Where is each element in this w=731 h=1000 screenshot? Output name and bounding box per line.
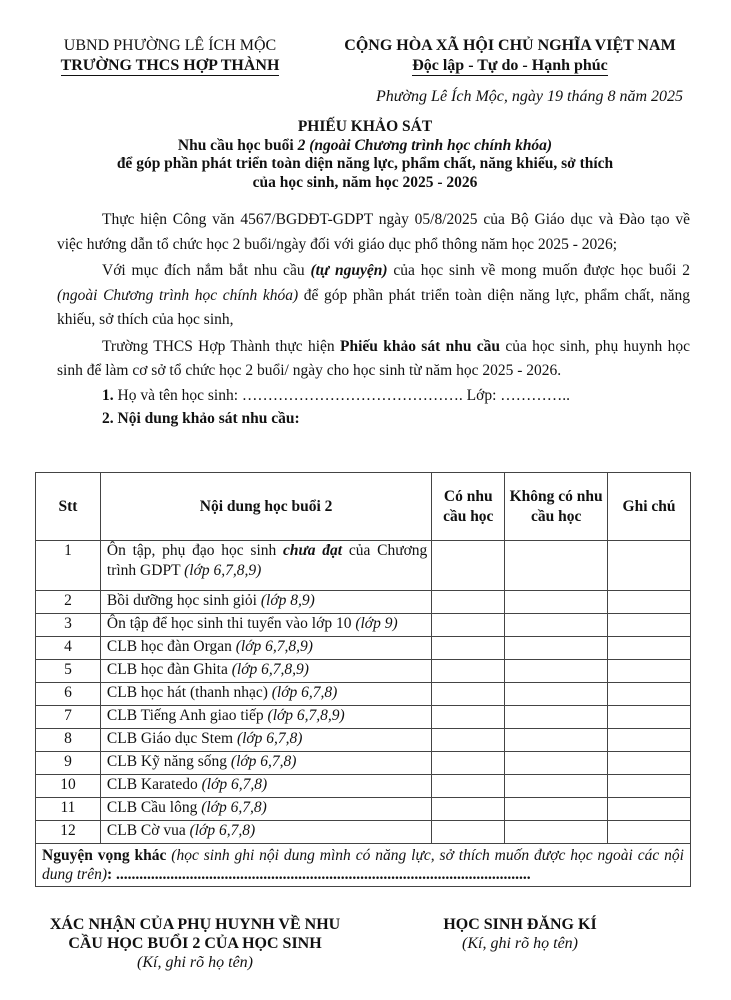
col-no-need: Không có nhu cầu học xyxy=(505,473,608,541)
parent-signature-block xyxy=(30,915,360,972)
notes-cell[interactable] xyxy=(608,706,691,729)
country-name: CỘNG HÒA XÃ HỘI CHỦ NGHĨA VIỆT NAM xyxy=(344,37,676,54)
title-line1-a: Nhu cầu học buổi xyxy=(177,136,298,154)
paragraph-3 xyxy=(57,335,690,384)
row-text: Ôn tập để học sinh thi tuyển vào lớp 10 xyxy=(106,615,356,632)
table-row xyxy=(36,591,691,614)
parent-sign-title: CẦU HỌC BUỔI 2 CỦA HỌC SINH xyxy=(68,935,322,952)
col-notes: Ghi chú xyxy=(608,473,691,541)
issuer-school: TRƯỜNG THCS HỢP THÀNH xyxy=(60,57,280,74)
col-need: Có nhu cầu học xyxy=(432,473,505,541)
row-text: CLB Kỹ năng sống xyxy=(106,753,231,770)
row-content xyxy=(100,729,431,752)
question-2: 2. Nội dung khảo sát nhu cầu: xyxy=(102,410,300,427)
title-line3: của học sinh, năm học 2025 - 2026 xyxy=(252,173,478,191)
row-grades: (lớp 6,7,8) xyxy=(189,822,256,839)
row-text: của Chương trình GDPT xyxy=(106,542,428,579)
row-stt: 1 xyxy=(36,541,101,591)
notes-cell[interactable] xyxy=(608,637,691,660)
row-text: CLB Cờ vua xyxy=(106,822,190,839)
row-grades: (lớp 6,7,8,9) xyxy=(267,707,345,724)
notes-cell[interactable] xyxy=(608,775,691,798)
row-content xyxy=(100,541,431,591)
notes-cell[interactable] xyxy=(608,729,691,752)
row-stt: 9 xyxy=(36,752,101,775)
row-content xyxy=(100,775,431,798)
need-cell[interactable] xyxy=(432,541,505,591)
row-grades: (lớp 9) xyxy=(355,615,398,632)
row-content xyxy=(100,752,431,775)
p2-text: của học sinh về mong muốn được học buổi 2 xyxy=(387,262,690,279)
table-row xyxy=(36,706,691,729)
document-date: Phường Lê Ích Mộc, ngày 19 tháng 8 năm 2025 xyxy=(376,88,683,105)
no-need-cell[interactable] xyxy=(505,752,608,775)
row-text: Ôn tập, phụ đạo học sinh xyxy=(106,542,283,559)
q1-number: 1. xyxy=(102,386,114,404)
national-header xyxy=(300,36,720,76)
row-grades: (lớp 6,7,8) xyxy=(201,776,268,793)
row-stt: 5 xyxy=(36,660,101,683)
row-stt: 12 xyxy=(36,821,101,844)
row-stt: 8 xyxy=(36,729,101,752)
no-need-cell[interactable] xyxy=(505,706,608,729)
student-sign-note: (Kí, ghi rõ họ tên) xyxy=(462,935,578,952)
document-title xyxy=(20,118,710,192)
paragraph-2 xyxy=(57,259,690,333)
no-need-cell[interactable] xyxy=(505,821,608,844)
row-text: CLB Karatedo xyxy=(106,776,202,793)
no-need-cell[interactable] xyxy=(505,614,608,637)
q1-text: Họ và tên học sinh: ……………………………………. Lớp: ………….. xyxy=(117,386,571,404)
parent-sign-title: XÁC NHẬN CỦA PHỤ HUYNH VỀ NHU xyxy=(49,916,341,933)
no-need-cell[interactable] xyxy=(505,637,608,660)
table-row xyxy=(36,637,691,660)
notes-cell[interactable] xyxy=(608,821,691,844)
p2-note: (ngoài Chương trình học chính khóa) xyxy=(57,286,299,304)
col-stt: Stt xyxy=(36,473,101,541)
other-blank: : ........................................................................................................... xyxy=(107,866,531,883)
row-text: CLB học hát (thanh nhạc) xyxy=(106,684,272,701)
row-grades: (lớp 6,7,8) xyxy=(236,730,303,747)
row-stt: 11 xyxy=(36,798,101,821)
table-row xyxy=(36,798,691,821)
notes-cell[interactable] xyxy=(608,752,691,775)
p2-voluntary: (tự nguyện) xyxy=(310,262,388,279)
row-stt: 6 xyxy=(36,683,101,706)
table-row xyxy=(36,821,691,844)
row-text: CLB học đàn Organ xyxy=(106,638,236,655)
no-need-cell[interactable] xyxy=(505,591,608,614)
row-grades: (lớp 6,7,8,9) xyxy=(235,638,313,655)
row-text: CLB học đàn Ghita xyxy=(106,661,232,678)
student-signature-block xyxy=(410,915,630,953)
notes-cell[interactable] xyxy=(608,541,691,591)
notes-cell[interactable] xyxy=(608,683,691,706)
row-content xyxy=(100,637,431,660)
row-emphasis: chưa đạt xyxy=(283,542,343,559)
p3-text: Trường THCS Hợp Thành thực hiện xyxy=(102,337,340,355)
question-1[interactable] xyxy=(57,384,690,409)
no-need-cell[interactable] xyxy=(505,775,608,798)
no-need-cell[interactable] xyxy=(505,660,608,683)
row-content xyxy=(100,660,431,683)
need-cell[interactable] xyxy=(432,683,505,706)
row-content xyxy=(100,706,431,729)
parent-sign-note: (Kí, ghi rõ họ tên) xyxy=(137,954,253,971)
other-note: (học sinh ghi nội dung mình có năng lực, sở thích muốn được học ngoài các nội dung trên) xyxy=(42,847,684,883)
row-text: Bồi dưỡng học sinh giỏi xyxy=(106,592,261,609)
row-text: CLB Cầu lông xyxy=(106,799,202,816)
row-content xyxy=(100,614,431,637)
need-cell[interactable] xyxy=(432,821,505,844)
no-need-cell[interactable] xyxy=(505,683,608,706)
other-wishes-row xyxy=(36,844,691,887)
row-grades: (lớp 8,9) xyxy=(260,592,315,609)
row-grades: (lớp 6,7,8) xyxy=(271,684,338,701)
need-cell[interactable] xyxy=(432,706,505,729)
row-grades: (lớp 6,7,8) xyxy=(201,799,267,816)
need-cell[interactable] xyxy=(432,591,505,614)
need-cell[interactable] xyxy=(432,729,505,752)
row-stt: 3 xyxy=(36,614,101,637)
survey-table xyxy=(35,472,691,887)
notes-cell[interactable] xyxy=(608,591,691,614)
col-content: Nội dung học buổi 2 xyxy=(100,473,431,541)
row-content xyxy=(100,821,431,844)
issuer-org: UBND PHƯỜNG LÊ ÍCH MỘC xyxy=(63,37,277,54)
need-cell[interactable] xyxy=(432,614,505,637)
body-text xyxy=(57,208,690,430)
motto: Độc lập - Tự do - Hạnh phúc xyxy=(412,57,608,74)
student-sign-title: HỌC SINH ĐĂNG KÍ xyxy=(443,916,597,933)
p2-text: để góp phần phát triển toàn diện năng lực, phẩm chất, năng khiếu, sở thích của học sinh, xyxy=(57,286,690,328)
p3-text: của học sinh, phụ huynh học sinh để làm cơ sở tổ chức học 2 buổi/ ngày cho học sinh từ năm học 2025 - 2026. xyxy=(57,337,690,379)
row-stt: 2 xyxy=(36,591,101,614)
title-line2: để góp phần phát triển toàn diện năng lực, phẩm chất, năng khiếu, sở thích xyxy=(116,155,614,172)
row-text: CLB Giáo dục Stem xyxy=(106,730,237,747)
row-content xyxy=(100,683,431,706)
row-stt: 4 xyxy=(36,637,101,660)
table-row xyxy=(36,775,691,798)
table-row xyxy=(36,752,691,775)
other-label: Nguyện vọng khác xyxy=(42,847,172,864)
title-line1-b: 2 (ngoài Chương trình học chính khóa) xyxy=(297,136,553,154)
row-grades: (lớp 6,7,8) xyxy=(230,753,297,770)
no-need-cell[interactable] xyxy=(505,541,608,591)
table-row xyxy=(36,614,691,637)
row-grades: (lớp 6,7,8,9) xyxy=(184,562,262,579)
table-row xyxy=(36,683,691,706)
notes-cell[interactable] xyxy=(608,614,691,637)
table-row xyxy=(36,541,691,591)
issuer-block xyxy=(20,36,320,76)
row-content xyxy=(100,798,431,821)
need-cell[interactable] xyxy=(432,637,505,660)
need-cell[interactable] xyxy=(432,798,505,821)
no-need-cell[interactable] xyxy=(505,729,608,752)
row-grades: (lớp 6,7,8,9) xyxy=(231,661,309,678)
need-cell[interactable] xyxy=(432,660,505,683)
need-cell[interactable] xyxy=(432,775,505,798)
row-stt: 10 xyxy=(36,775,101,798)
need-cell[interactable] xyxy=(432,752,505,775)
notes-cell[interactable] xyxy=(608,798,691,821)
title-main: PHIẾU KHẢO SÁT xyxy=(297,118,433,135)
row-content xyxy=(100,591,431,614)
other-wishes[interactable] xyxy=(36,844,691,887)
table-row xyxy=(36,729,691,752)
p3-bold: Phiếu khảo sát nhu cầu xyxy=(340,337,501,355)
table-row xyxy=(36,660,691,683)
p2-text: Với mục đích nắm bắt nhu cầu xyxy=(102,262,311,279)
notes-cell[interactable] xyxy=(608,660,691,683)
row-stt: 7 xyxy=(36,706,101,729)
row-text: CLB Tiếng Anh giao tiếp xyxy=(106,707,268,724)
paragraph-1: Thực hiện Công văn 4567/BGDĐT-GDPT ngày 05/8/2025 của Bộ Giáo dục và Đào tạo về việc hướng dẫn tổ chức học 2 buổi/ngày đối với giáo dục phổ thông năm học 2025 - 2026; xyxy=(57,211,690,253)
no-need-cell[interactable] xyxy=(505,798,608,821)
